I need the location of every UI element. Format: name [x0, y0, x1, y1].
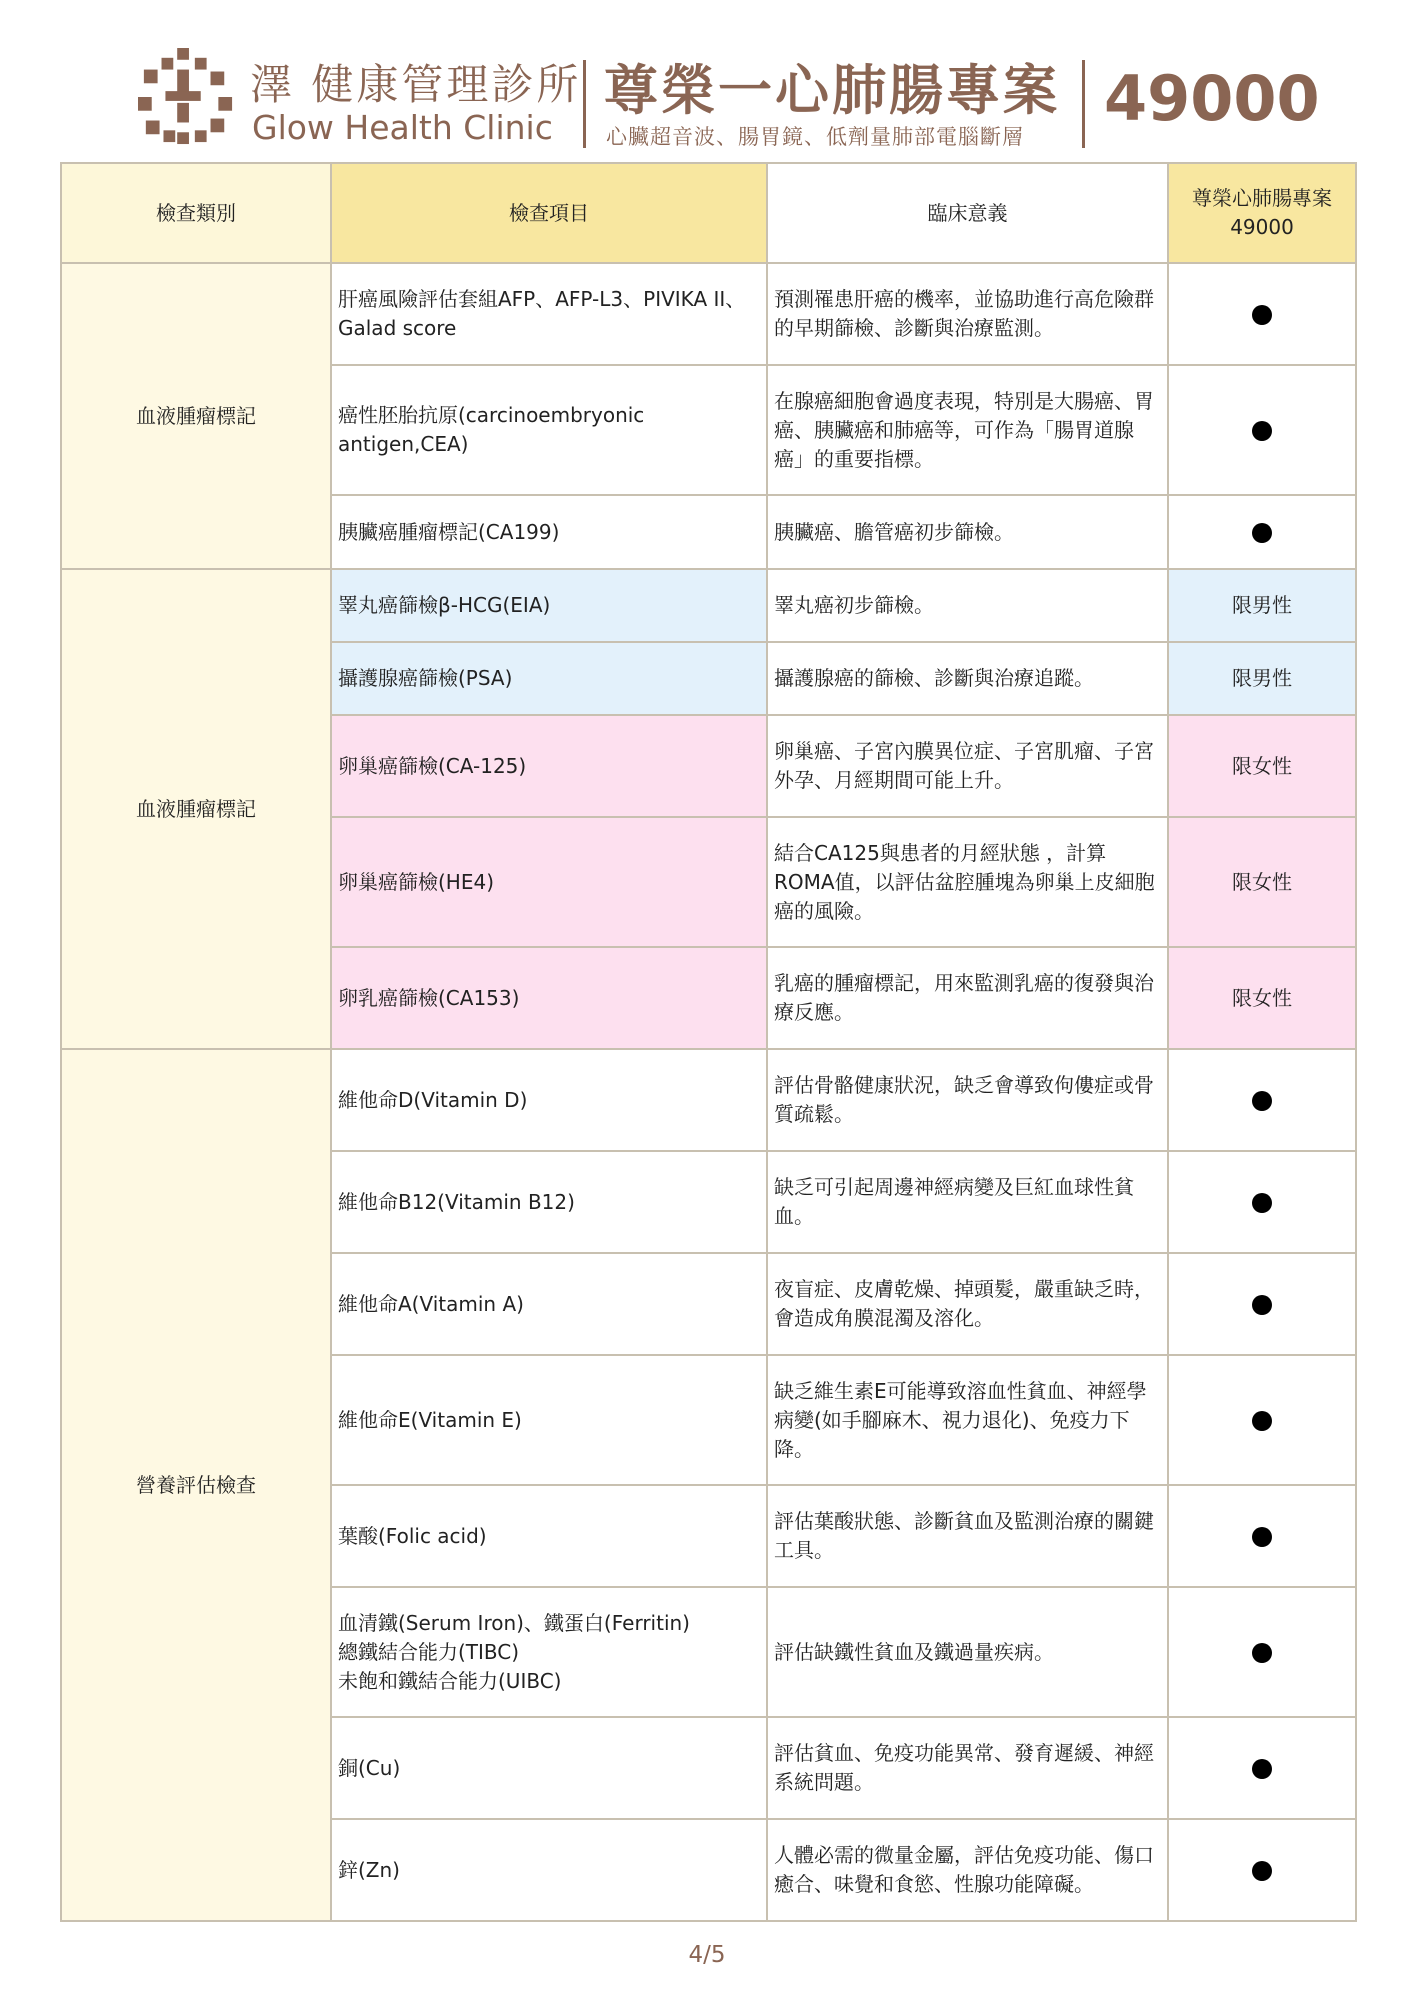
meaning-cell: 評估葉酸狀態、診斷貧血及監測治療的關鍵工具。: [767, 1485, 1168, 1587]
plan-cell: 限女性: [1168, 947, 1356, 1049]
item-cell: 卵乳癌篩檢(CA153): [331, 947, 767, 1049]
included-dot-icon: [1252, 421, 1272, 441]
header-divider: [1082, 60, 1085, 148]
table-header-row: [61, 163, 1356, 263]
meaning-cell: 缺乏維生素E可能導致溶血性貧血、神經學病變(如手腳麻木、視力退化)、免疫力下降。: [767, 1355, 1168, 1485]
item-cell: 睪丸癌篩檢β-HCG(EIA): [331, 569, 767, 642]
header-category: 檢查類別: [61, 163, 331, 263]
item-cell: 癌性胚胎抗原(carcinoembryonic antigen,CEA): [331, 365, 767, 495]
item-line: 未飽和鐵結合能力(UIBC): [338, 1668, 562, 1693]
plan-cell: 限男性: [1168, 642, 1356, 715]
plan-cell: [1168, 1819, 1356, 1921]
included-dot-icon: [1252, 1411, 1272, 1431]
meaning-cell: 夜盲症、皮膚乾燥、掉頭髮，嚴重缺乏時，會造成角膜混濁及溶化。: [767, 1253, 1168, 1355]
included-dot-icon: [1252, 1643, 1272, 1663]
item-cell: 維他命E(Vitamin E): [331, 1355, 767, 1485]
meaning-cell: 在腺癌細胞會過度表現，特別是大腸癌、胃癌、胰臟癌和肺癌等，可作為「腸胃道腺癌」的重要指標。: [767, 365, 1168, 495]
header-plan-price: 49000: [1230, 215, 1294, 239]
meaning-cell: 評估骨骼健康狀況，缺乏會導致佝僂症或骨質疏鬆。: [767, 1049, 1168, 1151]
exam-table: [60, 162, 1357, 1922]
item-cell: 銅(Cu): [331, 1717, 767, 1819]
meaning-cell: 卵巢癌、子宮內膜異位症、子宮肌瘤、子宮外孕、月經期間可能上升。: [767, 715, 1168, 817]
plan-cell: [1168, 1587, 1356, 1717]
header-meaning: 臨床意義: [767, 163, 1168, 263]
plan-cell: [1168, 1355, 1356, 1485]
plan-title: 尊榮一心肺腸專案: [604, 59, 1060, 122]
plan-cell: 限女性: [1168, 817, 1356, 947]
item-cell: [331, 1587, 767, 1717]
plan-price: 49000: [1104, 62, 1320, 135]
clinic-logo-icon: [138, 48, 236, 146]
plan-cell: [1168, 495, 1356, 569]
item-cell: 卵巢癌篩檢(CA-125): [331, 715, 767, 817]
included-dot-icon: [1252, 305, 1272, 325]
item-cell: 卵巢癌篩檢(HE4): [331, 817, 767, 947]
included-dot-icon: [1252, 1759, 1272, 1779]
plan-subtitle: 心臟超音波、腸胃鏡、低劑量肺部電腦斷層: [606, 125, 1024, 149]
plan-cell: [1168, 365, 1356, 495]
item-line: 血清鐵(Serum Iron)、鐵蛋白(Ferritin): [338, 1610, 690, 1635]
plan-cell: [1168, 1049, 1356, 1151]
category-cell: 血液腫瘤標記: [61, 263, 331, 569]
header-plan-name: 尊榮心肺腸專案: [1192, 186, 1332, 210]
meaning-cell: 預測罹患肝癌的機率，並協助進行高危險群的早期篩檢、診斷與治療監測。: [767, 263, 1168, 365]
item-line: 總鐵結合能力(TIBC): [338, 1639, 520, 1664]
plan-cell: [1168, 1485, 1356, 1587]
clinic-name-cn: 澤 健康管理診所: [250, 60, 582, 109]
header-plan: [1168, 163, 1356, 263]
clinic-name-en: Glow Health Clinic: [252, 108, 553, 147]
item-cell: 維他命A(Vitamin A): [331, 1253, 767, 1355]
plan-cell: 限女性: [1168, 715, 1356, 817]
table-row: [61, 263, 1356, 365]
plan-cell: [1168, 1717, 1356, 1819]
category-cell: 血液腫瘤標記: [61, 569, 331, 1049]
included-dot-icon: [1252, 1527, 1272, 1547]
included-dot-icon: [1252, 1091, 1272, 1111]
page-header: [0, 0, 1414, 160]
included-dot-icon: [1252, 1861, 1272, 1881]
page-number: 4/5: [688, 1942, 726, 1968]
item-cell: 鋅(Zn): [331, 1819, 767, 1921]
item-cell: 胰臟癌腫瘤標記(CA199): [331, 495, 767, 569]
meaning-cell: 人體必需的微量金屬，評估免疫功能、傷口癒合、味覺和食慾、性腺功能障礙。: [767, 1819, 1168, 1921]
header-item: 檢查項目: [331, 163, 767, 263]
meaning-cell: 胰臟癌、膽管癌初步篩檢。: [767, 495, 1168, 569]
table-row: [61, 1049, 1356, 1151]
item-cell: 維他命B12(Vitamin B12): [331, 1151, 767, 1253]
included-dot-icon: [1252, 1193, 1272, 1213]
plan-cell: [1168, 1151, 1356, 1253]
item-cell: 肝癌風險評估套組AFP、AFP-L3、PIVIKA II、Galad score: [331, 263, 767, 365]
item-cell: 攝護腺癌篩檢(PSA): [331, 642, 767, 715]
plan-cell: [1168, 1253, 1356, 1355]
plan-cell: [1168, 263, 1356, 365]
category-cell: 營養評估檢查: [61, 1049, 331, 1921]
item-cell: 葉酸(Folic acid): [331, 1485, 767, 1587]
included-dot-icon: [1252, 523, 1272, 543]
plan-cell: 限男性: [1168, 569, 1356, 642]
meaning-cell: 評估缺鐵性貧血及鐵過量疾病。: [767, 1587, 1168, 1717]
meaning-cell: 評估貧血、免疫功能異常、發育遲緩、神經系統問題。: [767, 1717, 1168, 1819]
table-row: [61, 569, 1356, 642]
meaning-cell: 缺乏可引起周邊神經病變及巨紅血球性貧血。: [767, 1151, 1168, 1253]
meaning-cell: 結合CA125與患者的月經狀態 ，計算ROMA值，以評估盆腔腫塊為卵巢上皮細胞癌的風險。: [767, 817, 1168, 947]
included-dot-icon: [1252, 1295, 1272, 1315]
meaning-cell: 睪丸癌初步篩檢。: [767, 569, 1168, 642]
meaning-cell: 乳癌的腫瘤標記，用來監測乳癌的復發與治療反應。: [767, 947, 1168, 1049]
meaning-cell: 攝護腺癌的篩檢、診斷與治療追蹤。: [767, 642, 1168, 715]
item-cell: 維他命D(Vitamin D): [331, 1049, 767, 1151]
header-divider: [583, 60, 586, 148]
